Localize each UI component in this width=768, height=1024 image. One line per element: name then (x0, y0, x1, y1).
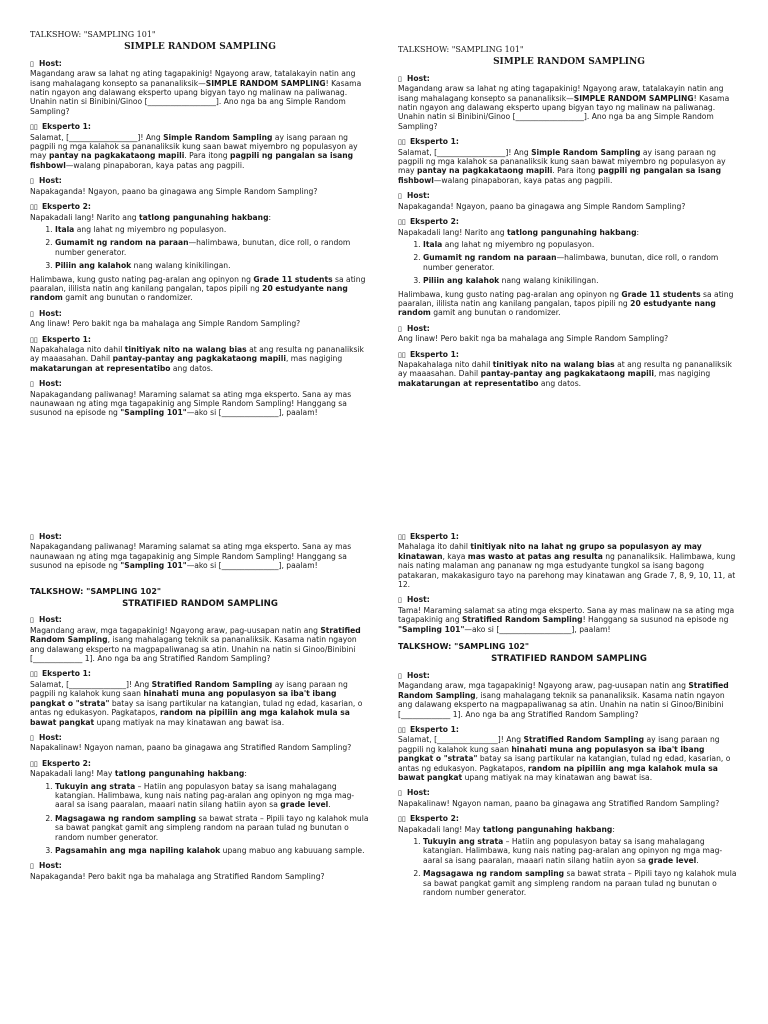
example-paragraph: Halimbawa, kung gusto nating pag-aralan ang opinyon ng Grade 11 students sa ating paaralan, ililista natin ang kanilang pangalan, tapos pipili ng 20 estudyante nang random gamit ang bunutan o randomizer. (398, 289, 734, 318)
expert-1-definition: Salamat, [__________________]! Ang Simple Random Sampling ay isang paraan ng pagpili ng mga kalahok sa pananaliksik kung saan bawat miyembro ng populasyon ay may pantay na pagkakataong mapili. Para itong pagpili ng pangalan sa isang fishbowl—walang pinapaboran, kaya patas ang pagpili. (30, 132, 358, 170)
expert-2-intro: Napakadali lang! May tatlong pangunahing hakbang: (30, 769, 247, 779)
expert-people-icon: ▯▯ (398, 815, 406, 824)
speaker-host: ▯ Host: (30, 379, 62, 389)
speaker-host: ▯ Host: (398, 788, 430, 798)
expert-people-icon: ▯▯ (30, 203, 38, 212)
speaker-host: ▯ Host: (30, 732, 62, 742)
expert-1-answer: Napakahalaga nito dahil tinitiyak nito na walang bias at ang resulta ng pananaliksik ay maaasahan. Dahil pantay-pantay ang pagkakataong mapili, mas nagiging makatarungan at representatibo ang datos. (398, 359, 732, 388)
speaker-host: ▯ Host: (30, 615, 62, 625)
speaker-expert-1: ▯▯ Eksperto 1: (398, 724, 459, 734)
host-mic-icon: ▯ (398, 789, 402, 798)
host-mic-icon: ▯ (30, 616, 34, 625)
steps-list (30, 782, 370, 856)
expert-2-intro: Napakadali lang! Narito ang tatlong pangunahing hakbang: (30, 212, 272, 222)
page-bottom-right (398, 532, 740, 901)
speaker-expert-1: ▯▯ Eksperto 1: (398, 137, 459, 147)
list-item: 2. Gumamit ng random na paraan—halimbawa, bunutan, dice roll, o random number generator. (55, 238, 370, 257)
host-mic-icon: ▯ (30, 59, 34, 68)
speaker-expert-1: ▯▯ Eksperto 1: (398, 532, 459, 541)
host-question: Napakaganda! Pero bakit nga ba mahalaga ang Stratified Random Sampling? (30, 871, 325, 881)
host-intro: Magandang araw, mga tagapakinig! Ngayong araw, pag-uusapan natin ang Stratified Random Sampling, isang mahalagang teknik sa pananaliksik. Kasama natin ngayon ang dalawang eksperto na magpapaliwanag sa atin. Unahin na natin si Ginoo/Binibini [_____________ 1]. Ano nga ba ang Stratified Random Sampling? (398, 681, 729, 719)
list-item: 2. Magsagawa ng random sampling sa bawat strata – Pipili tayo ng kalahok mula sa bawat pangkat gamit ang simpleng random na paraan tulad ng bunutan o random number generator. (423, 869, 740, 897)
host-mic-icon: ▯ (30, 862, 34, 871)
expert-1-answer: Napakahalaga nito dahil tinitiyak nito na walang bias at ang resulta ng pananaliksik ay maaasahan. Dahil pantay-pantay ang pagkakataong mapili, mas nagiging makatarungan at representatibo ang datos. (30, 344, 364, 373)
expert-people-icon: ▯▯ (398, 138, 406, 147)
host-mic-icon: ▯ (30, 733, 34, 742)
list-item: 1. Itala ang lahat ng miyembro ng populasyon. (423, 240, 740, 249)
expert-2-intro: Napakadali lang! Narito ang tatlong pangunahing hakbang: (398, 227, 640, 237)
steps-list (30, 225, 370, 271)
page-top-right (398, 45, 740, 388)
host-question: Napakalinaw! Ngayon naman, paano ba ginagawa ang Stratified Random Sampling? (398, 798, 720, 808)
list-item: 2. Magsagawa ng random sampling sa bawat strata – Pipili tayo ng kalahok mula sa bawat pangkat gamit ang simpleng random na paraan tulad ng bunutan o random number generator. (55, 814, 370, 842)
speaker-expert-1: ▯▯ Eksperto 1: (398, 349, 459, 359)
section-title: SIMPLE RANDOM SAMPLING (124, 42, 276, 53)
speaker-expert-2: ▯▯ Eksperto 2: (398, 814, 459, 824)
expert-people-icon: ▯▯ (398, 533, 406, 541)
list-item: 3. Piliin ang kalahok nang walang kinikilingan. (423, 276, 740, 285)
speaker-expert-1: ▯▯ Eksperto 1: (30, 669, 91, 679)
host-mic-icon: ▯ (398, 671, 402, 680)
speaker-host: ▯ Host: (30, 308, 62, 318)
speaker-expert-1: ▯▯ Eksperto 1: (30, 334, 91, 344)
talkshow-header: TALKSHOW: "SAMPLING 102" (30, 586, 162, 596)
host-question: Napakalinaw! Ngayon naman, paano ba ginagawa ang Stratified Random Sampling? (30, 743, 352, 753)
list-item: 1. Tukuyin ang strata – Hatiin ang populasyon batay sa isang mahalagang katangian. Halimbawa, kung nais nating pag-aralan ang opinyon ng mga mag-aaral sa isang paaralan, maaari natin silang hatiin ayon sa grade level. (55, 782, 370, 810)
host-mic-icon: ▯ (30, 380, 34, 389)
expert-people-icon: ▯▯ (30, 670, 38, 679)
page-bottom-left (30, 532, 370, 881)
host-intro: Magandang araw, mga tagapakinig! Ngayong araw, pag-uusapan natin ang Stratified Random Sampling, isang mahalagang teknik sa pananaliksik. Kasama natin ngayon ang dalawang eksperto na magpapaliwanag sa atin. Unahin na natin si Ginoo/Binibini [_____________ 1]. Ano nga ba ang Stratified Random Sampling? (30, 625, 361, 664)
host-mic-icon: ▯ (398, 74, 402, 83)
expert-1-definition: Salamat, [________________]! Ang Stratified Random Sampling ay isang paraan ng pagpili ng kalahok kung saan hinahati muna ang populasyon sa iba't ibang pangkat o "strata" batay sa isang partikular na katangian, tulad ng edad, kasarian, o antas ng edukasyon. Pagkatapos, random na pipiliin ang mga kalahok mula sa bawat pangkat upang matiyak na may kinatawan ang bawat isa. (398, 735, 731, 782)
list-item: 1. Itala ang lahat ng miyembro ng populasyon. (55, 225, 370, 234)
list-item: 3. Piliin ang kalahok nang walang kinikilingan. (55, 261, 370, 270)
host-closing: Tama! Maraming salamat sa ating mga eksperto. Sana ay mas malinaw na sa ating mga tagapakinig ang Stratified Random Sampling! Hanggang sa susunod na episode ng "Sampling 101"—ako si [___________________], paalam! (398, 605, 735, 634)
page-top-left (30, 30, 370, 418)
steps-list (398, 837, 740, 897)
host-closing: Napakagandang paliwanag! Maraming salamat sa ating mga eksperto. Sana ay mas naunawaan ng ating mga tagapakinig ang Simple Random Sampling! Hanggang sa susunod na episode ng "Sampling 101"—ako si [_______________], paalam! (30, 542, 352, 571)
expert-1-answer: Mahalaga ito dahil tinitiyak nito na lahat ng grupo sa populasyon ay may kinatawan, kaya mas wasto at patas ang resulta ng pananaliksik. Halimbawa, kung nais nating malaman ang pananaw ng mga estudyante tungkol sa isang bagong patakaran, makakasiguro tayo na parehong may kinatawan ang Grade 7, 8, 9, 10, 11, at 12. (398, 542, 736, 590)
host-question: Napakaganda! Ngayon, paano ba ginagawa ang Simple Random Sampling? (30, 186, 318, 196)
expert-people-icon: ▯▯ (398, 218, 406, 227)
speaker-host: ▯ Host: (398, 191, 430, 201)
expert-2-intro: Napakadali lang! May tatlong pangunahing hakbang: (398, 824, 615, 834)
speaker-host: ▯ Host: (30, 176, 62, 186)
expert-1-definition: Salamat, [__________________]! Ang Simple Random Sampling ay isang paraan ng pagpili ng mga kalahok sa pananaliksik kung saan bawat miyembro ng populasyon ay may pantay na pagkakataong mapili. Para itong pagpili ng pangalan sa isang fishbowl—walang pinapaboran, kaya patas ang pagpili. (398, 147, 726, 185)
host-closing: Napakagandang paliwanag! Maraming salamat sa ating mga eksperto. Sana ay mas naunawaan ng ating mga tagapakinig ang Simple Random Sampling! Hanggang sa susunod na episode ng "Sampling 101"—ako si [_______________], paalam! (30, 389, 352, 418)
speaker-host: ▯ Host: (398, 73, 430, 83)
host-question: Ang linaw! Pero bakit nga ba mahalaga ang Simple Random Sampling? (30, 319, 301, 329)
expert-people-icon: ▯▯ (30, 123, 38, 132)
host-question: Ang linaw! Pero bakit nga ba mahalaga ang Simple Random Sampling? (398, 334, 669, 344)
speaker-expert-2: ▯▯ Eksperto 2: (398, 217, 459, 227)
steps-list (398, 240, 740, 286)
host-question: Napakaganda! Ngayon, paano ba ginagawa ang Simple Random Sampling? (398, 201, 686, 211)
speaker-expert-2: ▯▯ Eksperto 2: (30, 202, 91, 212)
speaker-expert-1: ▯▯ Eksperto 1: (30, 122, 91, 132)
section-title: STRATIFIED RANDOM SAMPLING (491, 654, 647, 665)
expert-people-icon: ▯▯ (398, 350, 406, 359)
host-mic-icon: ▯ (30, 533, 34, 541)
speaker-host: ▯ Host: (398, 595, 430, 605)
expert-1-definition: Salamat, [_______________]! Ang Stratified Random Sampling ay isang paraan ng pagpili ng kalahok kung saan hinahati muna ang populasyon sa iba't ibang pangkat o "strata" batay sa isang partikular na katangian, tulad ng edad, kasarian, o antas ng edukasyon. Pagkatapos, random na pipiliin ang mga kalahok mula sa bawat pangkat upang matiyak na may kinatawan ang bawat isa. (30, 679, 363, 727)
expert-people-icon: ▯▯ (398, 725, 406, 734)
talkshow-header: TALKSHOW: "SAMPLING 101" (30, 30, 156, 39)
expert-people-icon: ▯▯ (30, 335, 38, 344)
expert-people-icon: ▯▯ (30, 759, 38, 768)
section-title: STRATIFIED RANDOM SAMPLING (122, 599, 278, 610)
host-intro: Magandang araw sa lahat ng ating tagapakinig! Ngayong araw, tatalakayin natin ang isang mahalagang konsepto sa pananaliksik—SIMPLE RANDOM SAMPLING! Kasama natin ngayon ang dalawang eksperto upang bigyan tayo ng malinaw na paliwanag. Unahin natin si Binibini/Ginoo [__________________]. Ano nga ba ang Simple Random Sampling? (30, 69, 362, 116)
list-item: 2. Gumamit ng random na paraan—halimbawa, bunutan, dice roll, o random number generator. (423, 253, 740, 272)
list-item: 1. Tukuyin ang strata – Hatiin ang populasyon batay sa isang mahalagang katangian. Halimbawa, kung nais nating pag-aralan ang opinyon ng mga mag-aaral sa isang paaralan, maaari natin silang hatiin ayon sa grade level. (423, 837, 740, 865)
host-mic-icon: ▯ (30, 309, 34, 318)
host-intro: Magandang araw sa lahat ng ating tagapakinig! Ngayong araw, tatalakayin natin ang isang mahalagang konsepto sa pananaliksik—SIMPLE RANDOM SAMPLING! Kasama natin ngayon ang dalawang eksperto upang bigyan tayo ng malinaw na paliwanag. Unahin natin si Binibini/Ginoo [__________________]. Ano nga ba ang Simple Random Sampling? (398, 84, 730, 131)
speaker-expert-2: ▯▯ Eksperto 2: (30, 758, 91, 768)
list-item: 3. Pagsamahin ang mga napiling kalahok upang mabuo ang kabuuang sample. (55, 846, 370, 855)
speaker-host: ▯ Host: (30, 861, 62, 871)
host-mic-icon: ▯ (398, 192, 402, 201)
talkshow-header: TALKSHOW: "SAMPLING 102" (398, 642, 530, 652)
speaker-host: ▯ Host: (398, 670, 430, 680)
speaker-host: ▯ Host: (30, 58, 62, 68)
example-paragraph: Halimbawa, kung gusto nating pag-aralan ang opinyon ng Grade 11 students sa ating paaralan, ililista natin ang kanilang pangalan, tapos pipili ng 20 estudyante nang random gamit ang bunutan o randomizer. (30, 274, 366, 303)
host-mic-icon: ▯ (30, 177, 34, 186)
host-mic-icon: ▯ (398, 324, 402, 333)
section-title: SIMPLE RANDOM SAMPLING (493, 57, 645, 68)
talkshow-header: TALKSHOW: "SAMPLING 101" (398, 45, 524, 54)
speaker-host: ▯ Host: (398, 323, 430, 333)
host-mic-icon: ▯ (398, 596, 402, 605)
speaker-host: ▯ Host: (30, 532, 62, 541)
